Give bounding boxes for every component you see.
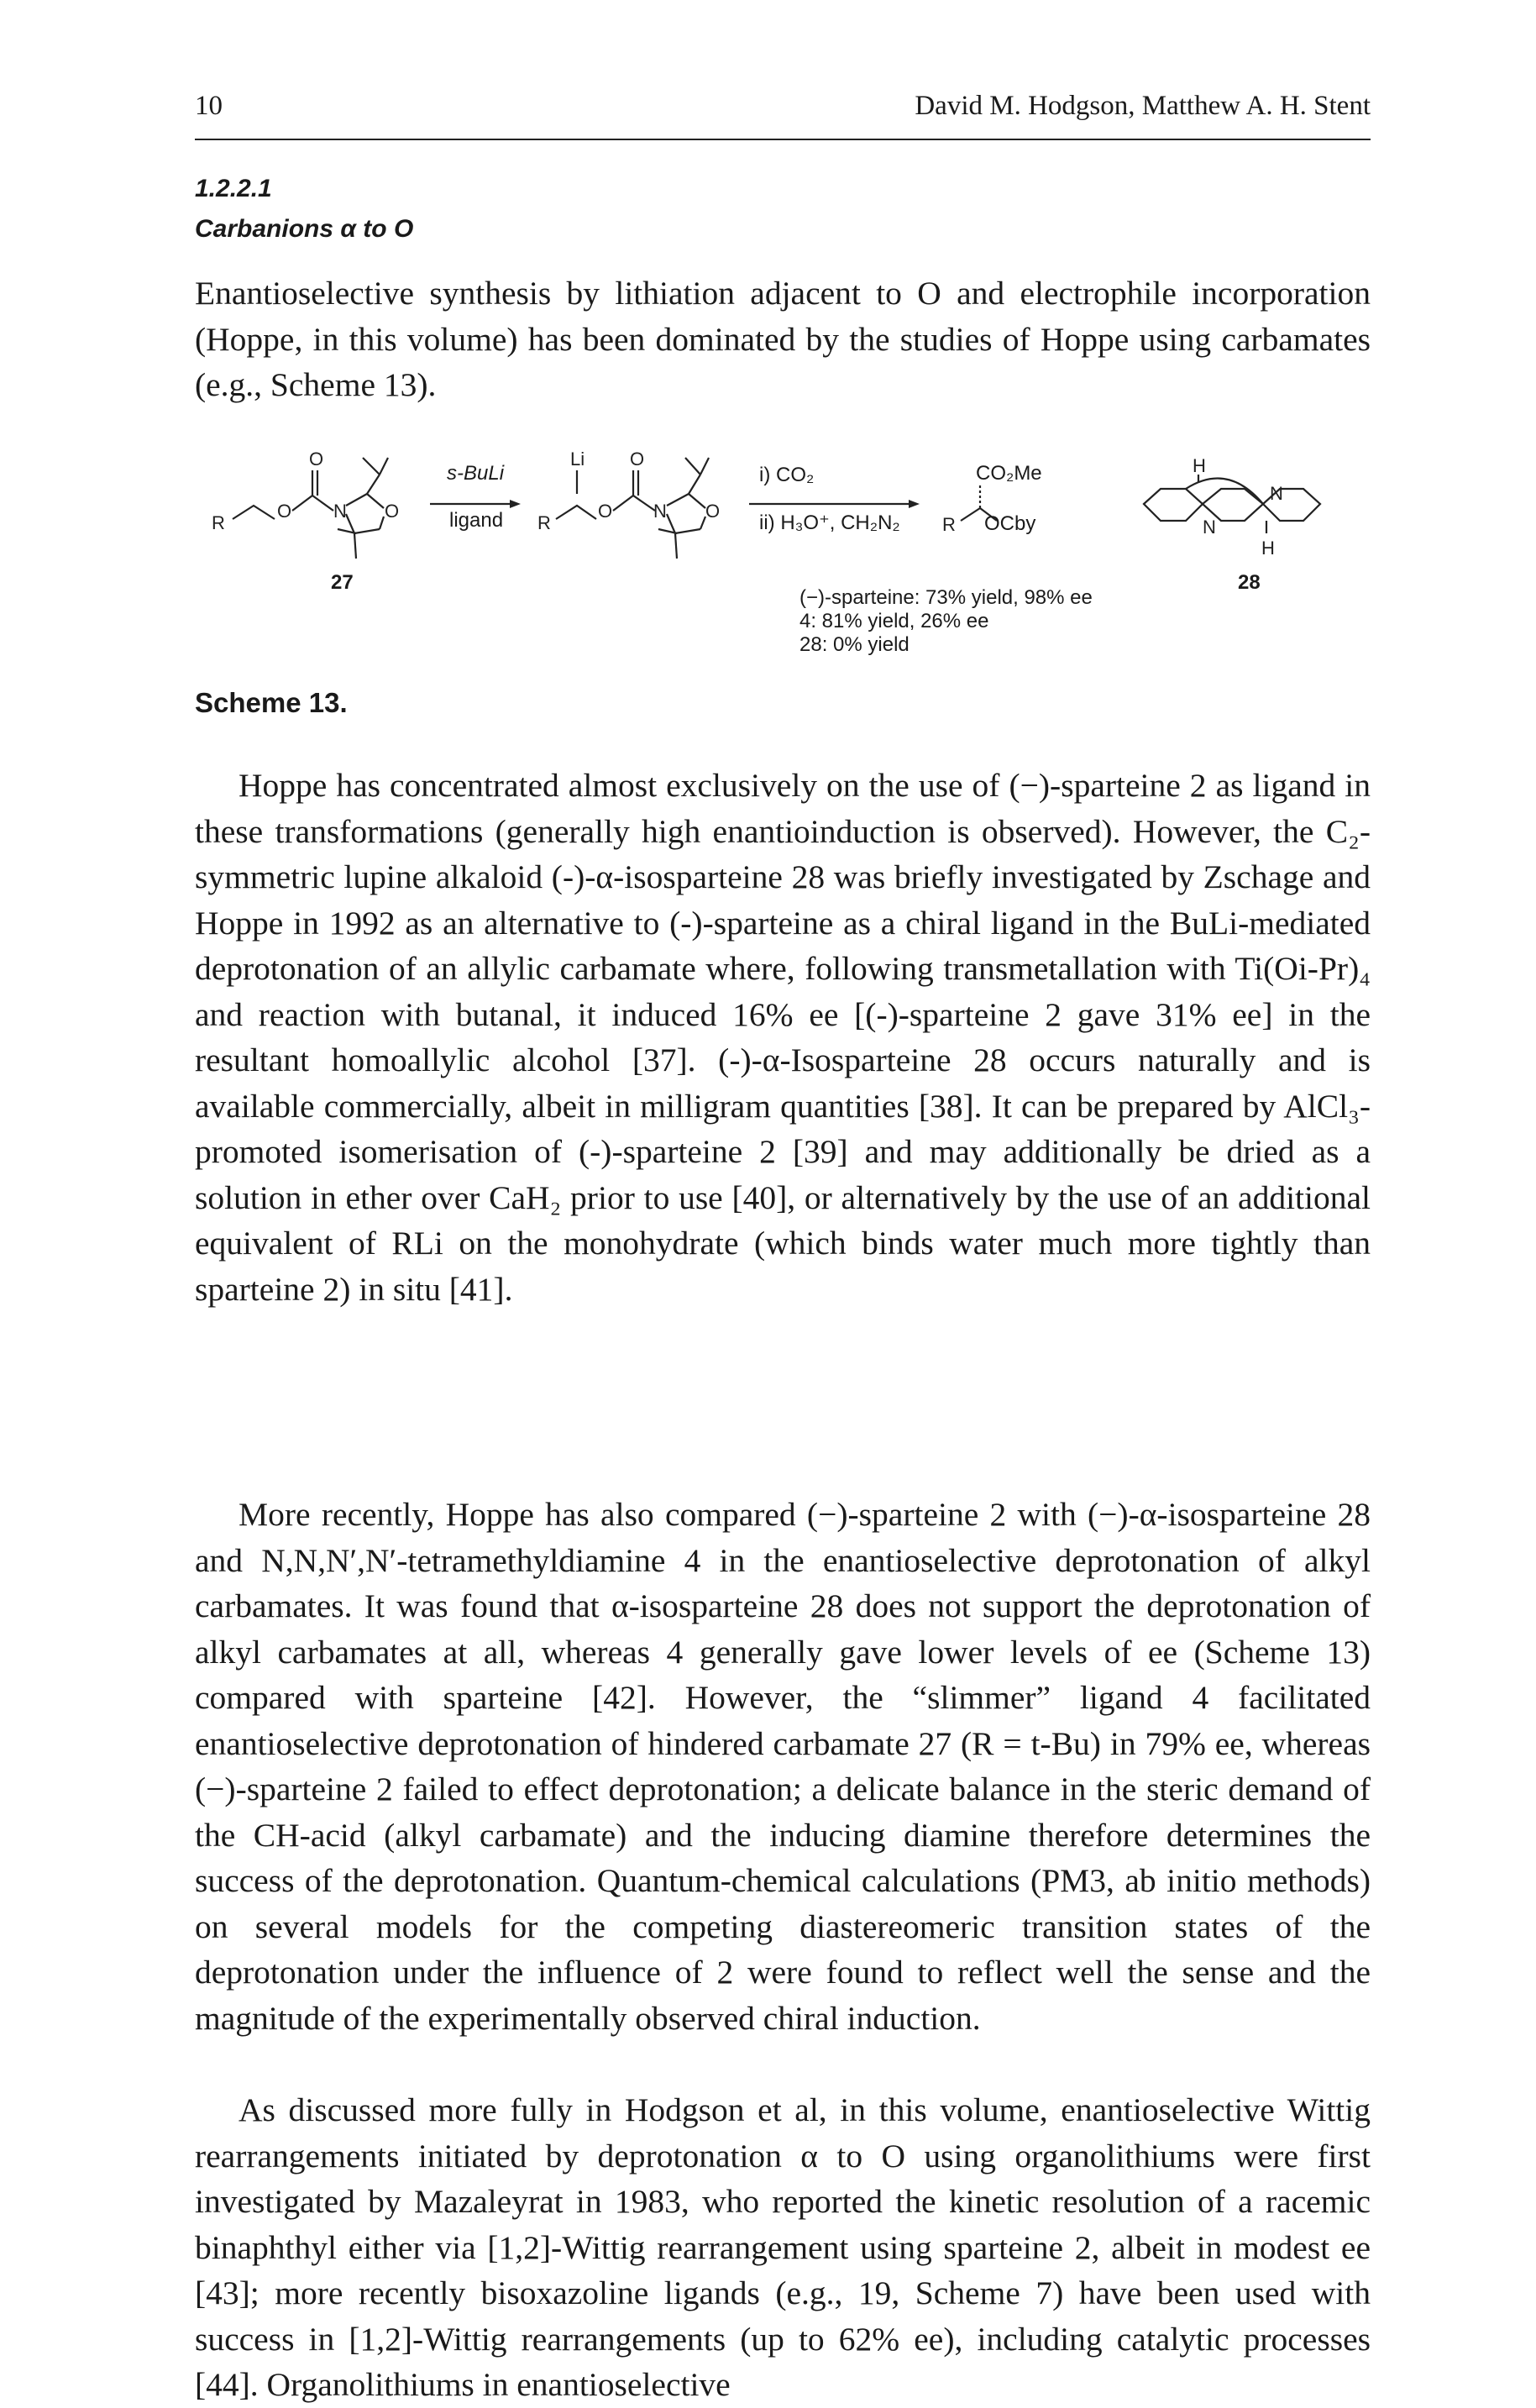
compound-27-label: 27 xyxy=(331,571,354,594)
svg-text:N: N xyxy=(1270,483,1283,504)
lithiated-carbamate-structure xyxy=(537,449,720,559)
svg-text:R: R xyxy=(537,512,551,533)
product-top-label: CO₂Me xyxy=(976,462,1042,485)
running-head: David M. Hodgson, Matthew A. H. Stent xyxy=(915,91,1371,121)
result-sparteine: (−)-sparteine: 73% yield, 98% ee xyxy=(799,586,1093,609)
svg-text:O: O xyxy=(277,501,292,522)
svg-text:H: H xyxy=(1193,455,1206,476)
result-ligand-28: 28: 0% yield xyxy=(799,633,910,656)
page-header xyxy=(195,91,1371,131)
isosparteine-28-structure xyxy=(1144,455,1320,559)
step-ii: ii) H₃O⁺, CH₂N₂ xyxy=(759,512,900,534)
carbamate-27-structure xyxy=(212,449,399,559)
paragraph-2: Hoppe has concentrated almost exclusively on the use of (−)-sparteine 2 as ligand in these transformations (generally high enantioinduction is observed). However, the C₂-symmetric lupine alkaloid (-)-α-isosparteine 28 was briefly investigated by Zschage and Hoppe in 1992 as an alternative to (-)-sparteine as a chiral ligand in the BuLi-mediated deprotonation of an allylic carbamate where, following transmetallation with Ti(Oi-Pr)₄ and reaction with butanal, it induced 16% ee [(-)-sparteine 2 gave 31% ee] in the resultant homoallylic alcohol [37]. (-)-α-Isosparteine 28 occurs naturally and is available commercially, albeit in milligram quantities [38]. It can be prepared by AlCl₃-promoted isomerisation of (-)-sparteine 2 [39] and may additionally be dried as a solution in ether over CaH₂ prior to use [40], or alternatively by the use of an additional equivalent of RLi on the monohydrate (which binds water much more tightly than sparteine 2) in situ [41]. xyxy=(195,767,1371,1308)
paragraph-4: As discussed more fully in Hodgson et al, in this volume, enantioselective Wittig rearrangements initiated by deprotonation α to O using organolithiums were first investigated by Mazaleyrat in 1983, who reported the kinetic resolution of a racemic binaphthyl either via [1,2]-Wittig rearrangement using sparteine 2, albeit in modest ee [43]; more recently bisoxazoline ligands (e.g., 19, Scheme 7) have been used with success in [1,2]-Wittig rearrangements (up to 62% ee), including catalytic processes [44]. Organolithiums in enantioselective xyxy=(195,2091,1371,2403)
svg-text:O: O xyxy=(705,501,721,522)
svg-text:O: O xyxy=(309,449,324,470)
svg-text:N: N xyxy=(653,501,667,522)
svg-text:N: N xyxy=(333,501,347,522)
svg-text:O: O xyxy=(598,501,613,522)
header-rule xyxy=(195,139,1371,140)
paragraph-3: More recently, Hoppe has also compared (−)-sparteine 2 with (−)-α-isosparteine 28 and N,N,N′,N′-tetramethyldiamine 4 in the enantioselective deprotonation of alkyl carbamates. It was found that α-isosparteine 28 does not support the deprotonation of alkyl carbamates at all, whereas 4 generally gave lower levels of ee (Scheme 13) compared with sparteine [42]. However, the “slimmer” ligand 4 facilitated enantioselective deprotonation of hindered carbamate 27 (R = t-Bu) in 79% ee, whereas (−)-sparteine 2 failed to effect deprotonation; a delicate balance in the steric demand of the CH-acid (alkyl carbamate) and the inducing diamine therefore determines the success of the deprotonation. Quantum-chemical calculations (PM3, ab initio methods) on several models for the competing diastereomeric transition states of the deprotonation under the influence of 2 were found to reflect well the sense and the magnitude of the experimentally observed chiral induction. xyxy=(195,1496,1371,2037)
scheme-results xyxy=(799,586,1093,657)
product-bottom-label: OCby xyxy=(984,512,1036,535)
section-number: 1.2.2.1 xyxy=(195,175,272,202)
svg-text:Li: Li xyxy=(570,449,585,470)
section-title: Carbanions α to O xyxy=(195,215,414,243)
page xyxy=(195,0,1371,2403)
reagent-bottom: ligand xyxy=(449,509,504,532)
svg-text:R: R xyxy=(212,512,225,533)
step-i: i) CO₂ xyxy=(759,464,815,486)
scheme-13 xyxy=(195,437,1371,706)
svg-text:O: O xyxy=(630,449,645,470)
scheme-label: Scheme 13. xyxy=(195,687,348,718)
svg-text:H: H xyxy=(1261,538,1275,559)
svg-text:R: R xyxy=(942,514,956,535)
svg-text:O: O xyxy=(385,501,400,522)
compound-28-label: 28 xyxy=(1238,571,1261,594)
reagent-top: s-BuLi xyxy=(447,462,505,485)
svg-text:N: N xyxy=(1203,517,1216,538)
result-ligand-4: 4: 81% yield, 26% ee xyxy=(799,610,989,632)
page-number: 10 xyxy=(195,91,223,121)
paragraph-1: Enantioselective synthesis by lithiation adjacent to O and electrophile incorporation (Hoppe, in this volume) has been dominated by the studies of Hoppe using carbamates (e.g., Scheme 13). xyxy=(195,275,1371,403)
